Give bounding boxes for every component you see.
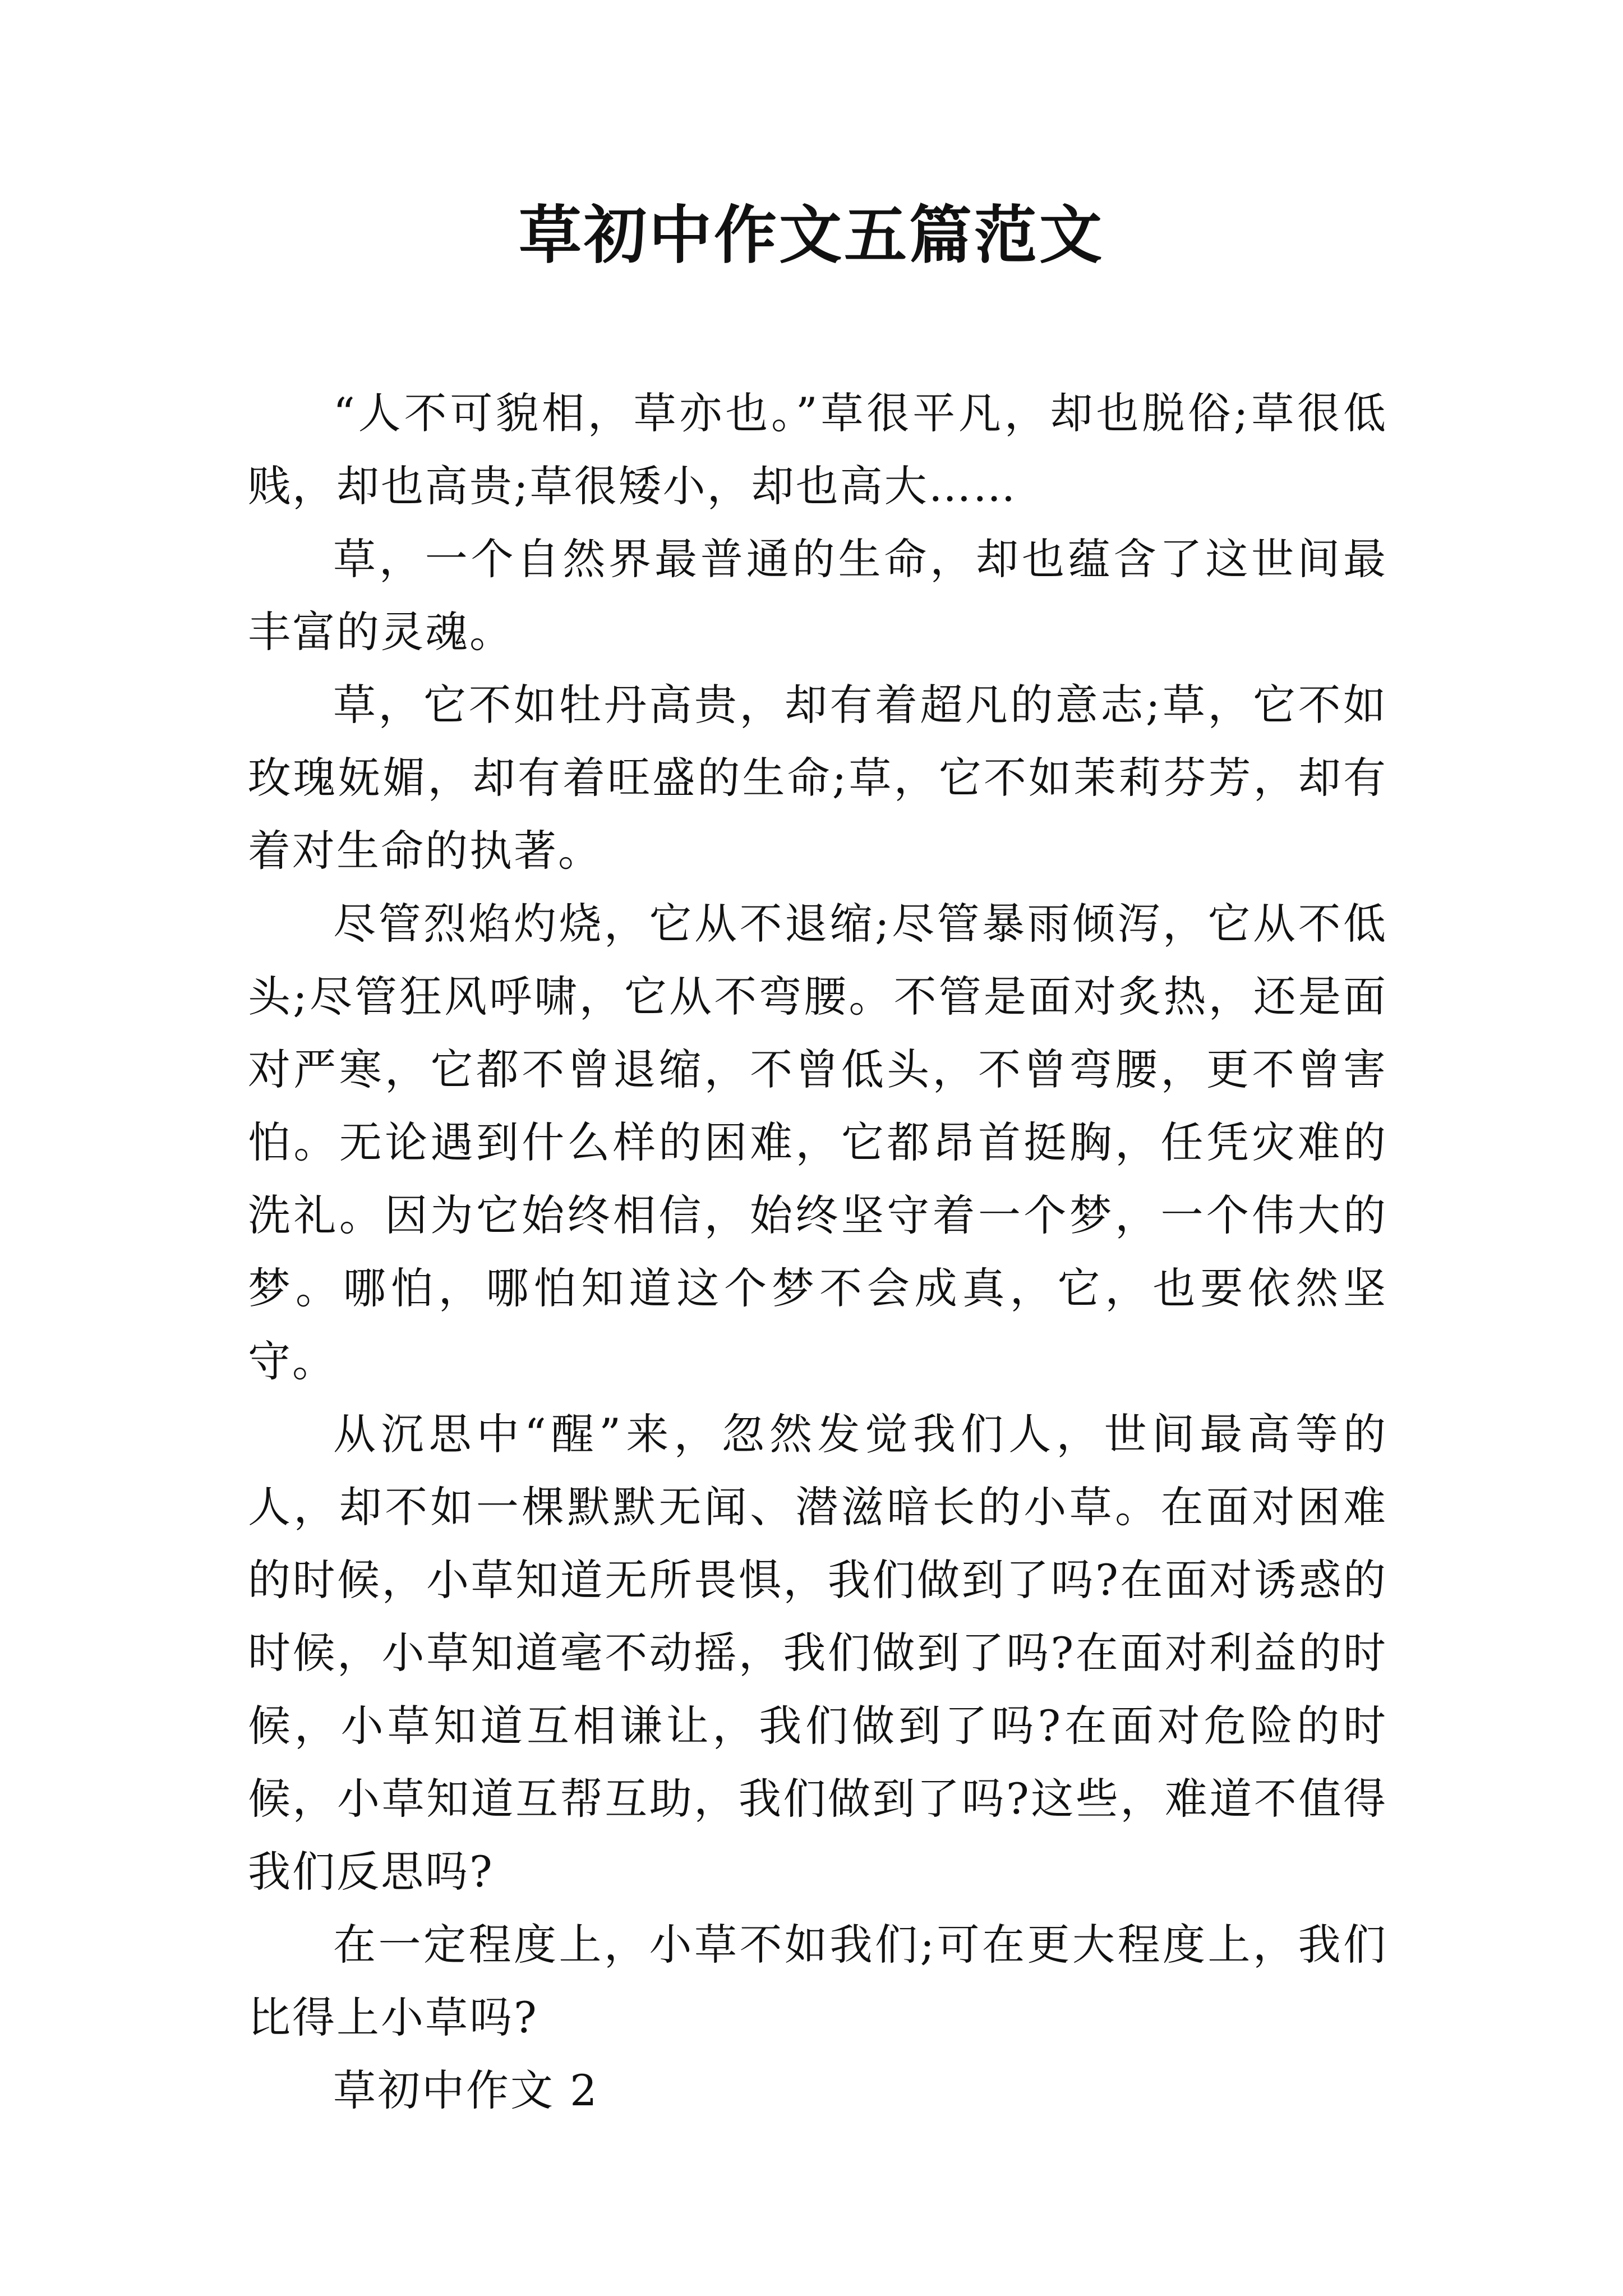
document-title: 草初中作文五篇范文 [519, 199, 1104, 272]
document-body [248, 377, 1387, 2127]
paragraph-6: 在一定程度上，小草不如我们;可在更大程度上，我们比得上小草吗? [248, 1920, 1387, 2042]
paragraph-2: 草，一个自然界最普通的生命，却也蕴含了这世间最丰富的灵魂。 [248, 534, 1387, 657]
paragraph-1: “人不可貌相，草亦也。”草很平凡，却也脱俗;草很低贱，却也高贵;草很矮小，却也高大…… [248, 388, 1387, 511]
paragraph-3: 草，它不如牡丹高贵，却有着超凡的意志;草，它不如玫瑰妩媚，却有着旺盛的生命;草，它不如茉莉芬芳，却有着对生命的执著。 [248, 680, 1387, 876]
paragraph-4: 尽管烈焰灼烧，它从不退缩;尽管暴雨倾泻，它从不低头;尽管狂风呼啸，它从不弯腰。不管是面对炙热，还是面对严寒，它都不曾退缩，不曾低头，不曾弯腰，更不曾害怕。无论遇到什么样的困难，它都昂首挺胸，任凭灾难的洗礼。因为它始终相信，始终坚守着一个梦，一个伟大的梦。哪怕，哪怕知道这个梦不会成真，它，也要依然坚守。 [248, 899, 1387, 1386]
paragraph-5: 从沉思中“醒”来，忽然发觉我们人，世间最高等的人，却不如一棵默默无闻、潜滋暗长的小草。在面对困难的时候，小草知道无所畏惧，我们做到了吗?在面对诱惑的时候，小草知道毫不动摇，我们做到了吗?在面对利益的时候，小草知道互相谦让，我们做到了吗?在面对危险的时候，小草知道互帮互助，我们做到了吗?这些，难道不值得我们反思吗? [248, 1409, 1387, 1897]
section-heading-2: 草初中作文 2 [333, 2065, 599, 2115]
